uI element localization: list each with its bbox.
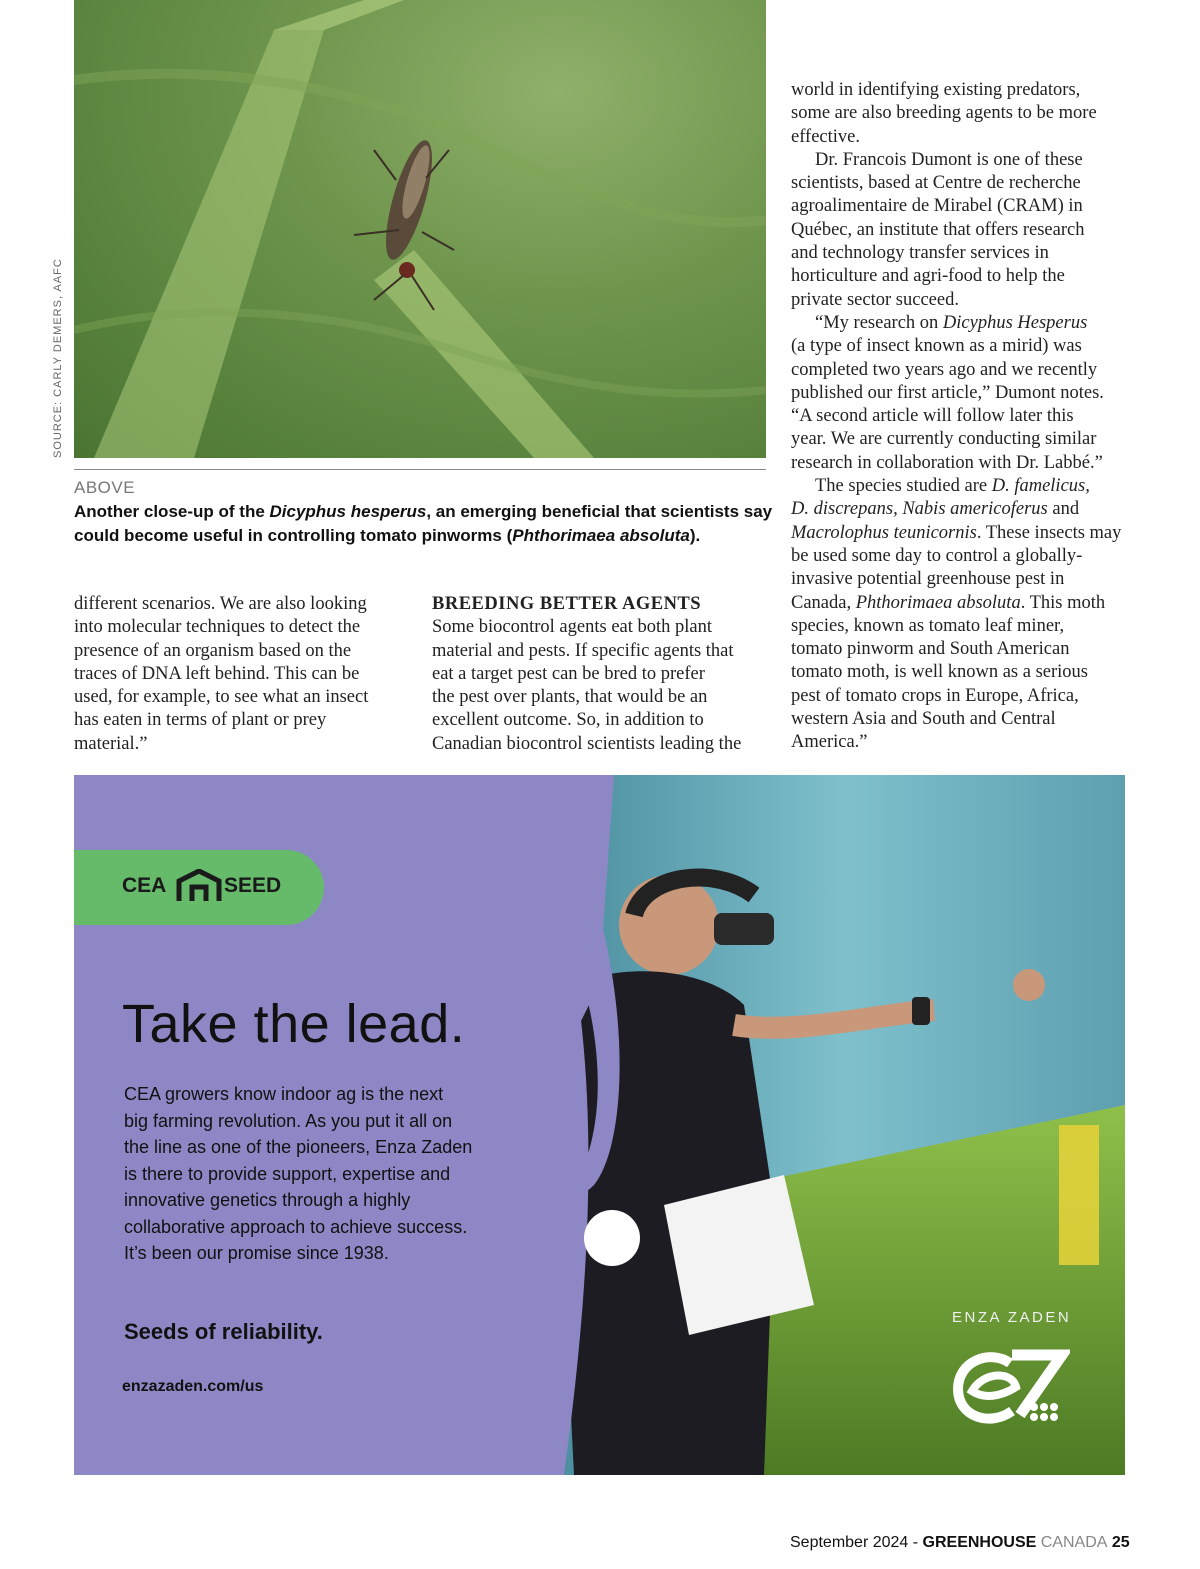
text-line: into molecular techniques to detect the bbox=[74, 617, 361, 638]
text-line: traces of DNA left behind. This can be bbox=[74, 663, 360, 684]
ad-website-link[interactable]: enzazaden.com/us bbox=[122, 1378, 264, 1395]
text-line: used, for example, to see what an insect bbox=[74, 687, 369, 708]
ad-body-line: the line as one of the pioneers, Enza Zaden bbox=[124, 1137, 473, 1157]
ad-body-line: CEA growers know indoor ag is the next bbox=[124, 1084, 444, 1104]
text-line: effective. bbox=[791, 126, 860, 147]
insect-photo bbox=[74, 0, 766, 458]
text-line: research in collaboration with Dr. Labbé.” bbox=[791, 452, 1103, 473]
text-line: (a type of insect known as a mirid) was bbox=[791, 336, 1082, 357]
text-line: tomato moth, is well known as a serious bbox=[791, 662, 1088, 683]
magazine-name-light: CANADA bbox=[1036, 1534, 1108, 1551]
caption-label: ABOVE bbox=[74, 478, 136, 497]
text-line: western Asia and South and Central bbox=[791, 709, 1056, 730]
text-line: presence of an organism based on the bbox=[74, 640, 352, 661]
page-footer bbox=[790, 1534, 1130, 1552]
brand-name: ENZA ZADEN bbox=[952, 1309, 1072, 1326]
text-line: invasive potential greenhouse pest in bbox=[791, 569, 1065, 590]
text-line: Some biocontrol agents eat both plant bbox=[432, 617, 713, 638]
text-line: The species studied are D. famelicus, bbox=[815, 476, 1090, 497]
text-line: and technology transfer services in bbox=[791, 243, 1049, 264]
text-line: “My research on Dicyphus Hesperus bbox=[815, 312, 1088, 333]
text-line: Canadian biocontrol scientists leading the bbox=[432, 733, 742, 754]
text-line: private sector succeed. bbox=[791, 289, 959, 310]
insect-illustration bbox=[74, 0, 766, 458]
text-line: scientists, based at Centre de recherche bbox=[791, 173, 1081, 194]
text-line: America.” bbox=[791, 732, 868, 753]
magazine-name-bold: GREENHOUSE bbox=[922, 1534, 1037, 1551]
text-line: different scenarios. We are also looking bbox=[74, 594, 367, 614]
text-line: has eaten in terms of plant or prey bbox=[74, 710, 327, 731]
text-line: D. discrepans, Nabis americoferus and bbox=[791, 499, 1080, 520]
photo-caption: Another close-up of the Dicyphus hesperus, an emerging beneficial that scientists say could become useful in controlling tomato pinworms (Phthorimaea absoluta). bbox=[74, 502, 773, 545]
issue-date: September 2024 - bbox=[790, 1534, 923, 1551]
ad-body-line: innovative genetics through a highly bbox=[124, 1190, 411, 1210]
text-line: completed two years ago and we recently bbox=[791, 359, 1098, 380]
ad-headline: Take the lead. bbox=[122, 994, 466, 1054]
enza-zaden-logo-icon bbox=[950, 1345, 1070, 1430]
text-line: pest of tomato crops in Europe, Africa, bbox=[791, 685, 1079, 706]
badge-text-right: SEED bbox=[224, 874, 282, 897]
text-line: the pest over plants, that would be an bbox=[432, 687, 708, 708]
text-line: excellent outcome. So, in addition to bbox=[432, 710, 704, 731]
text-line: horticulture and agri-food to help the bbox=[791, 266, 1065, 287]
ad-body-line: is there to provide support, expertise and bbox=[124, 1163, 451, 1184]
text-line: year. We are currently conducting similar bbox=[791, 429, 1097, 450]
ad-body-line: big farming revolution. As you put it all on bbox=[124, 1110, 453, 1131]
article-column-1 bbox=[74, 593, 368, 756]
article-column-2 bbox=[432, 593, 741, 756]
section-heading: BREEDING BETTER AGENTS bbox=[432, 594, 702, 614]
text-line: agroalimentaire de Mirabel (CRAM) in bbox=[791, 196, 1083, 217]
text-line: “A second article will follow later this bbox=[791, 406, 1074, 427]
text-line: material and pests. If specific agents that bbox=[432, 640, 734, 661]
text-line: published our first article,” Dumont notes. bbox=[791, 382, 1104, 403]
house-icon bbox=[176, 869, 222, 903]
text-line: Canada, Phthorimaea absoluta. This moth bbox=[791, 592, 1106, 613]
text-line: world in identifying existing predators, bbox=[791, 80, 1081, 100]
text-line: some are also breeding agents to be more bbox=[791, 103, 1097, 124]
text-line: tomato pinworm and South American bbox=[791, 639, 1070, 660]
ad-body-line: collaborative approach to achieve success. bbox=[124, 1216, 468, 1237]
text-line: species, known as tomato leaf miner, bbox=[791, 615, 1065, 636]
text-line: Macrolophus teunicornis. These insects may bbox=[791, 522, 1122, 543]
ad-body bbox=[124, 1081, 544, 1267]
text-line: Dr. Francois Dumont is one of these bbox=[815, 149, 1083, 170]
article-column-3 bbox=[791, 79, 1121, 755]
enza-zaden-advertisement bbox=[74, 775, 1125, 1475]
text-line: material.” bbox=[74, 733, 148, 754]
text-line: Québec, an institute that offers research bbox=[791, 219, 1085, 240]
ad-body-line: It’s been our promise since 1938. bbox=[124, 1243, 389, 1263]
decorative-dot bbox=[584, 1210, 640, 1266]
ad-slogan: Seeds of reliability. bbox=[124, 1319, 323, 1344]
text-line: be used some day to control a globally- bbox=[791, 545, 1083, 566]
page-number: 25 bbox=[1107, 1534, 1130, 1551]
cea-seed-badge bbox=[74, 850, 324, 925]
photo-credit: SOURCE: CARLY DEMERS, AAFC bbox=[52, 258, 64, 458]
badge-text-left: CEA bbox=[122, 874, 167, 897]
text-line: eat a target pest can be bred to prefer bbox=[432, 663, 705, 684]
caption-divider bbox=[74, 469, 766, 470]
